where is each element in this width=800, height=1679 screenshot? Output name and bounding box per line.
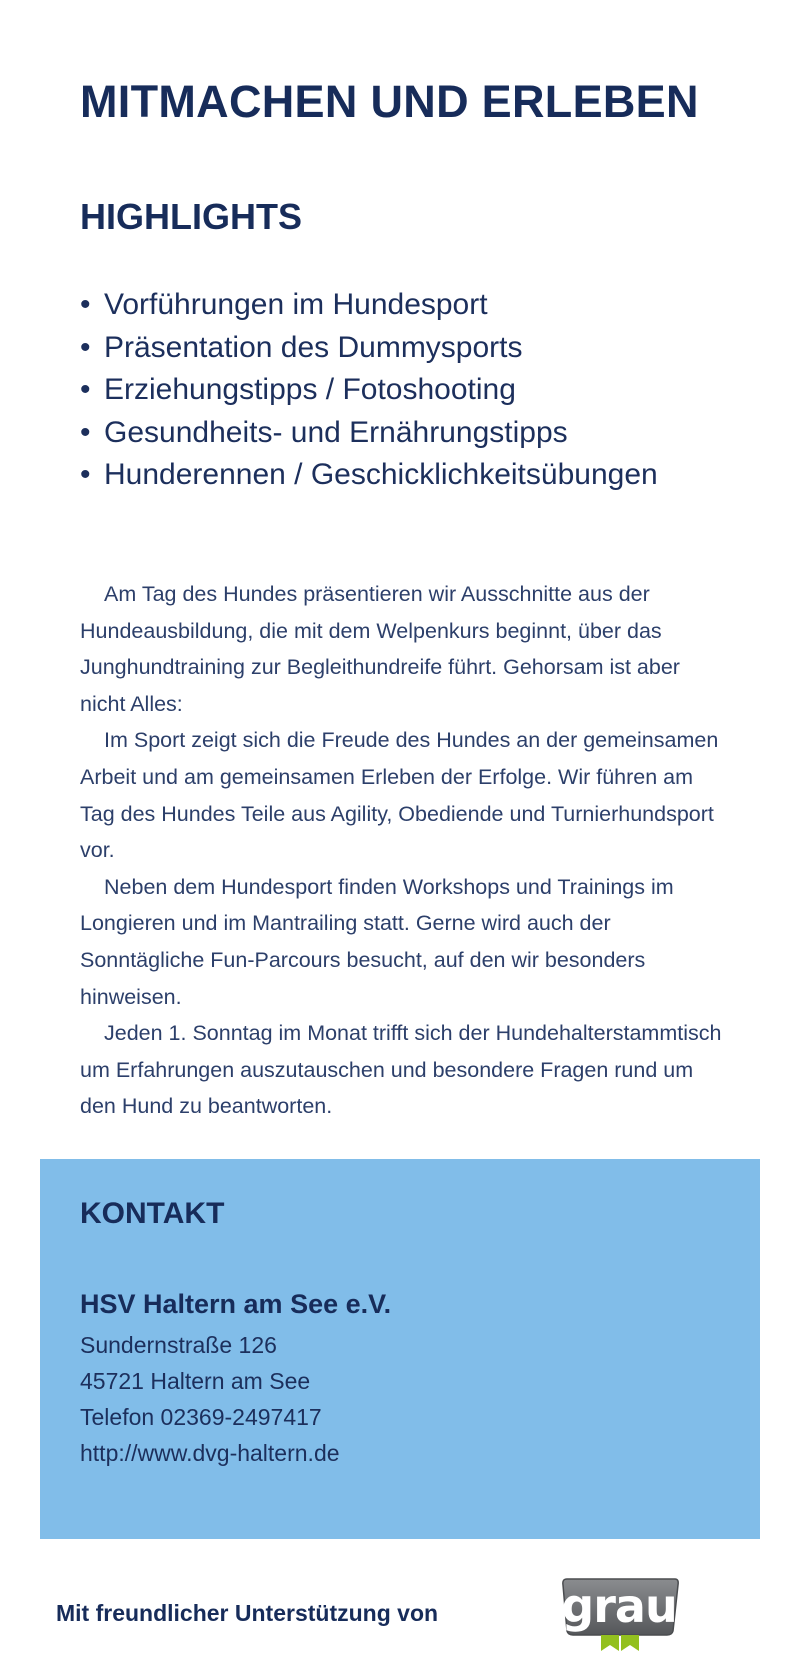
paragraph: Neben dem Hundesport finden Workshops und Trainings im Longieren und im Mantrailing statt. Gerne wird auch der Sonntägliche Fun-Parcours besucht, auf den wir besonders hinweisen.: [80, 874, 674, 1009]
list-item: [80, 327, 658, 370]
list-item: [80, 284, 658, 327]
paragraph: Jeden 1. Sonntag im Monat trifft sich der Hundehalterstammtisch um Erfahrungen auszutauschen und besondere Fragen rund um den Hund zu beantworten.: [80, 1021, 722, 1119]
contact-box: [40, 1159, 760, 1539]
support-text: Mit freundlicher Unterstützung von: [56, 1600, 439, 1626]
contact-heading: KONTAKT: [80, 1197, 225, 1230]
bullet: •: [80, 330, 91, 364]
contact-address: [80, 1327, 340, 1471]
contact-website: http://www.dvg-haltern.de: [80, 1440, 340, 1466]
list-item: [80, 412, 658, 455]
bullet: •: [80, 288, 91, 321]
contact-street: Sundernstraße 126: [80, 1332, 277, 1358]
list-item: [80, 454, 658, 497]
contact-city: 45721 Haltern am See: [80, 1368, 311, 1394]
contact-organization: HSV Haltern am See e.V.: [80, 1289, 392, 1319]
highlights-list: [80, 284, 658, 497]
page-title: MITMACHEN UND ERLEBEN: [80, 76, 699, 127]
grau-logo: [561, 1577, 681, 1652]
bullet: •: [80, 458, 91, 491]
list-item: [80, 369, 658, 412]
paragraph: Im Sport zeigt sich die Freude des Hundes an der gemeinsamen Arbeit und am gemeinsamen Erleben der Erfolge. Wir führen am Tag des Hundes Teile aus Agility, Obediende und Turnierhundsport vor.: [80, 728, 719, 863]
highlight-text: Hunderennen / Geschicklichkeitsübungen: [104, 458, 658, 491]
bullet: •: [80, 373, 91, 406]
highlights-heading: HIGHLIGHTS: [80, 196, 302, 237]
highlight-text: Präsentation des Dummysports: [104, 330, 523, 364]
body-text: [80, 576, 730, 1125]
highlight-text: Vorführungen im Hundesport: [104, 288, 488, 321]
bullet: •: [80, 415, 91, 449]
logo-text: grau: [561, 1579, 677, 1633]
highlight-text: Gesundheits- und Ernährungstipps: [104, 415, 568, 449]
paragraph: Am Tag des Hundes präsentieren wir Ausschnitte aus der Hundeausbildung, die mit dem Welpenkurs beginnt, über das Junghundtraining zur Begleithundreife führt. Gehorsam ist aber nicht Alles:: [80, 582, 680, 716]
contact-phone: Telefon 02369-2497417: [80, 1404, 322, 1430]
highlight-text: Erziehungstipps / Fotoshooting: [104, 373, 516, 406]
